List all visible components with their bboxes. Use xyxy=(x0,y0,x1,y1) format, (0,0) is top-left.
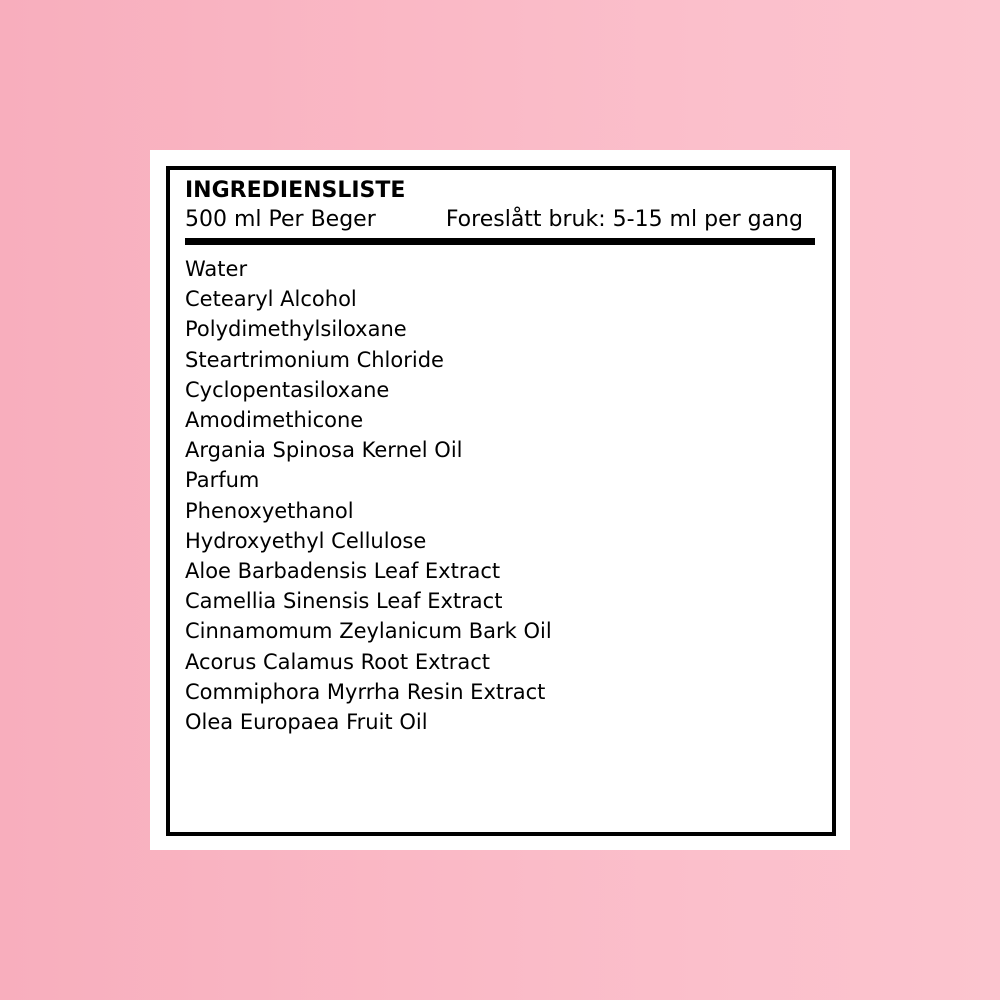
label-title: INGREDIENSLISTE xyxy=(185,178,406,203)
ingredient-item: Camellia Sinensis Leaf Extract xyxy=(185,589,503,614)
ingredient-item: Commiphora Myrrha Resin Extract xyxy=(185,679,546,704)
ingredient-item: Cetearyl Alcohol xyxy=(185,287,357,312)
ingredient-item: Parfum xyxy=(185,468,260,493)
ingredient-item: Hydroxyethyl Cellulose xyxy=(185,528,427,553)
ingredient-item: Steartrimonium Chloride xyxy=(185,347,444,372)
ingredient-label-card xyxy=(150,150,850,850)
ingredient-item: Aloe Barbadensis Leaf Extract xyxy=(185,559,501,584)
suggested-usage-text: Foreslått bruk: 5-15 ml per gang xyxy=(445,207,803,232)
label-meta-row xyxy=(185,207,815,235)
ingredient-list xyxy=(185,254,552,737)
ingredient-item: Cyclopentasiloxane xyxy=(185,377,390,402)
label-border-frame xyxy=(166,166,836,836)
ingredient-item: Acorus Calamus Root Extract xyxy=(185,649,491,674)
ingredient-item: Olea Europaea Fruit Oil xyxy=(185,710,428,735)
ingredient-item: Argania Spinosa Kernel Oil xyxy=(185,438,463,463)
ingredient-item: Cinnamomum Zeylanicum Bark Oil xyxy=(185,619,552,644)
ingredient-item: Polydimethylsiloxane xyxy=(185,317,407,342)
ingredient-item: Phenoxyethanol xyxy=(185,498,354,523)
ingredient-item: Amodimethicone xyxy=(185,408,364,433)
volume-text: 500 ml Per Beger xyxy=(185,207,376,232)
header-divider xyxy=(185,238,815,245)
ingredient-item: Water xyxy=(185,257,248,281)
